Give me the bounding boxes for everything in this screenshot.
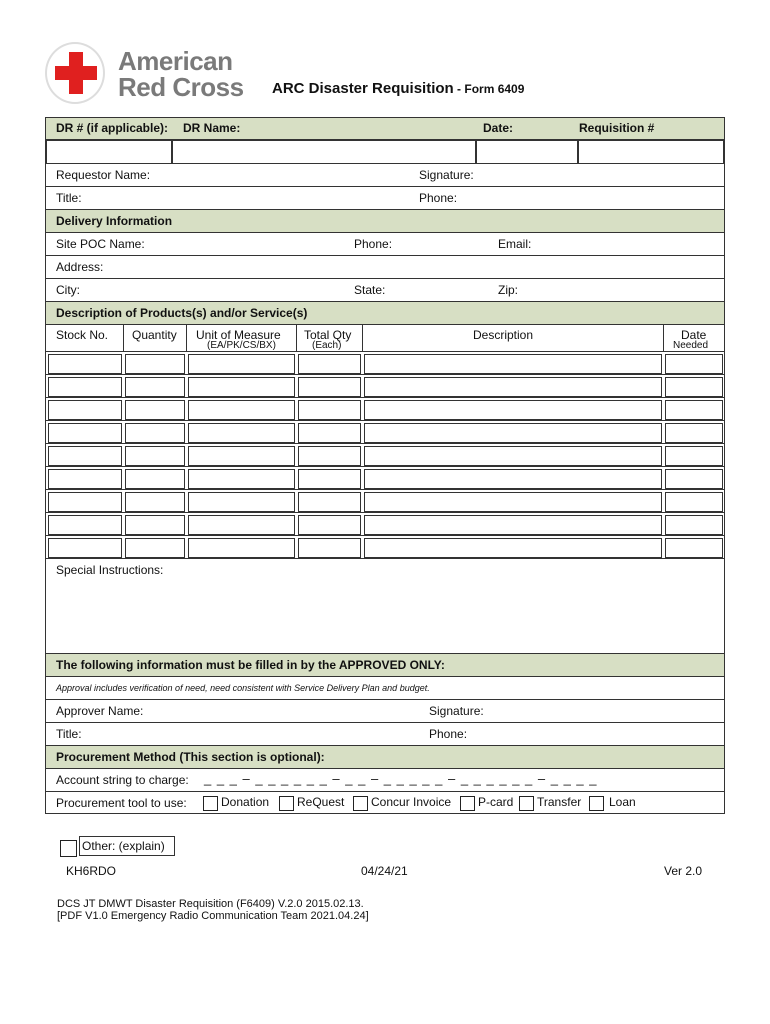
product-stock-no-field[interactable] bbox=[48, 354, 122, 374]
product-stock-no-field[interactable] bbox=[48, 469, 122, 489]
product-total-qty-field[interactable] bbox=[298, 515, 361, 535]
footer-date: 04/24/21 bbox=[361, 864, 408, 878]
products-heading-row bbox=[45, 301, 725, 324]
address-label: Address: bbox=[56, 260, 104, 274]
product-quantity-field[interactable] bbox=[125, 469, 185, 489]
other-checkbox[interactable] bbox=[60, 840, 77, 857]
requestor-name-label: Requestor Name: bbox=[56, 168, 151, 182]
footer-line1: DCS JT DMWT Disaster Requisition (F6409) V.2.0 2015.02.13. bbox=[57, 898, 364, 910]
transfer-label: Transfer bbox=[537, 795, 582, 809]
other-label: Other: (explain) bbox=[82, 839, 165, 853]
product-row bbox=[45, 420, 725, 443]
dr-number-field[interactable] bbox=[46, 140, 172, 164]
product-quantity-field[interactable] bbox=[125, 423, 185, 443]
product-total-qty-field[interactable] bbox=[298, 400, 361, 420]
product-quantity-field[interactable] bbox=[125, 492, 185, 512]
request-label: ReQuest bbox=[297, 795, 345, 809]
product-uom-field[interactable] bbox=[188, 469, 295, 489]
product-row bbox=[45, 397, 725, 420]
donation-checkbox[interactable] bbox=[203, 796, 218, 811]
approver-name-label: Approver Name: bbox=[56, 704, 144, 718]
product-date-needed-field[interactable] bbox=[665, 423, 723, 443]
approver-phone-label: Phone: bbox=[429, 727, 468, 741]
product-uom-field[interactable] bbox=[188, 538, 295, 558]
form-title-main: ARC Disaster Requisition bbox=[272, 80, 454, 97]
product-description-field[interactable] bbox=[364, 354, 662, 374]
product-uom-field[interactable] bbox=[188, 492, 295, 512]
product-date-needed-field[interactable] bbox=[665, 492, 723, 512]
procurement-tool-row bbox=[45, 791, 725, 814]
approver-title-label: Title: bbox=[56, 727, 82, 741]
form-title bbox=[272, 80, 524, 97]
col-date-sub: Needed bbox=[673, 340, 709, 351]
product-total-qty-field[interactable] bbox=[298, 469, 361, 489]
date-field[interactable] bbox=[476, 140, 578, 164]
product-stock-no-field[interactable] bbox=[48, 492, 122, 512]
product-description-field[interactable] bbox=[364, 377, 662, 397]
product-date-needed-field[interactable] bbox=[665, 515, 723, 535]
site-poc-label: Site POC Name: bbox=[56, 237, 145, 251]
loan-label: Loan bbox=[609, 795, 636, 809]
product-row bbox=[45, 351, 725, 374]
product-uom-field[interactable] bbox=[188, 354, 295, 374]
requestor-phone-label: Phone: bbox=[419, 191, 458, 205]
products-header-row bbox=[45, 324, 725, 351]
requestor-title-row[interactable] bbox=[45, 186, 725, 209]
product-description-field[interactable] bbox=[364, 400, 662, 420]
delivery-heading-row bbox=[45, 209, 725, 232]
approver-name-row[interactable] bbox=[45, 699, 725, 722]
city-label: City: bbox=[56, 283, 80, 297]
header-row bbox=[45, 117, 725, 139]
approval-note-row bbox=[45, 676, 725, 699]
footer-line2: [PDF V1.0 Emergency Radio Communication Team 2021.04.24] bbox=[57, 910, 369, 922]
col-uom-sub: (EA/PK/CS/BX) bbox=[207, 340, 276, 351]
product-uom-field[interactable] bbox=[188, 446, 295, 466]
zip-label: Zip: bbox=[498, 283, 519, 297]
product-quantity-field[interactable] bbox=[125, 354, 185, 374]
delivery-email-label: Email: bbox=[498, 237, 532, 251]
product-date-needed-field[interactable] bbox=[665, 354, 723, 374]
procurement-heading-row bbox=[45, 745, 725, 768]
requisition-label: Requisition # bbox=[579, 121, 655, 135]
product-uom-field[interactable] bbox=[188, 423, 295, 443]
product-date-needed-field[interactable] bbox=[665, 446, 723, 466]
procurement-heading: Procurement Method (This section is optional): bbox=[56, 750, 325, 764]
dr-number-label: DR # (if applicable): bbox=[56, 121, 169, 135]
form-title-suffix: - Form 6409 bbox=[453, 82, 525, 96]
header-input-row bbox=[45, 139, 725, 163]
product-description-field[interactable] bbox=[364, 423, 662, 443]
product-stock-no-field[interactable] bbox=[48, 423, 122, 443]
col-stock-no: Stock No. bbox=[56, 328, 109, 342]
product-quantity-field[interactable] bbox=[125, 400, 185, 420]
product-date-needed-field[interactable] bbox=[665, 400, 723, 420]
product-total-qty-field[interactable] bbox=[298, 492, 361, 512]
account-string-field[interactable]: _ _ _ – _ _ _ _ _ _ – _ _ – _ _ _ _ _ – _ _ _ _ _ _ – _ _ _ _ bbox=[204, 771, 598, 786]
product-stock-no-field[interactable] bbox=[48, 538, 122, 558]
logo-line1: American bbox=[118, 46, 233, 76]
pcard-checkbox[interactable] bbox=[460, 796, 475, 811]
requisition-form bbox=[45, 117, 725, 814]
approved-heading: The following information must be filled in by the APPROVED ONLY: bbox=[56, 658, 445, 672]
product-total-qty-field[interactable] bbox=[298, 538, 361, 558]
product-date-needed-field[interactable] bbox=[665, 538, 723, 558]
product-total-qty-field[interactable] bbox=[298, 354, 361, 374]
col-description: Description bbox=[473, 328, 534, 342]
requestor-name-row[interactable] bbox=[45, 163, 725, 186]
dr-name-label: DR Name: bbox=[183, 121, 241, 135]
other-explain-box[interactable] bbox=[79, 836, 175, 856]
pcard-label: P-card bbox=[478, 795, 514, 809]
product-date-needed-field[interactable] bbox=[665, 469, 723, 489]
special-instructions-label: Special Instructions: bbox=[56, 563, 164, 577]
product-description-field[interactable] bbox=[364, 492, 662, 512]
loan-checkbox[interactable] bbox=[589, 796, 604, 811]
product-stock-no-field[interactable] bbox=[48, 400, 122, 420]
product-date-needed-field[interactable] bbox=[665, 377, 723, 397]
concur-invoice-checkbox[interactable] bbox=[353, 796, 368, 811]
logo-line2: Red Cross bbox=[118, 72, 244, 102]
product-row bbox=[45, 489, 725, 512]
product-quantity-field[interactable] bbox=[125, 538, 185, 558]
product-stock-no-field[interactable] bbox=[48, 446, 122, 466]
product-row bbox=[45, 535, 725, 558]
approver-title-row[interactable] bbox=[45, 722, 725, 745]
product-quantity-field[interactable] bbox=[125, 446, 185, 466]
account-string-row[interactable] bbox=[45, 768, 725, 791]
date-label: Date: bbox=[483, 121, 514, 135]
dr-name-field[interactable] bbox=[172, 140, 476, 164]
product-row bbox=[45, 512, 725, 535]
product-uom-field[interactable] bbox=[188, 377, 295, 397]
special-instructions-field[interactable] bbox=[45, 558, 725, 653]
product-quantity-field[interactable] bbox=[125, 515, 185, 535]
requestor-title-label: Title: bbox=[56, 191, 82, 205]
product-rows bbox=[45, 351, 725, 558]
address-row[interactable] bbox=[45, 255, 725, 278]
requisition-field[interactable] bbox=[578, 140, 724, 164]
requestor-signature-label: Signature: bbox=[419, 168, 474, 182]
transfer-checkbox[interactable] bbox=[519, 796, 534, 811]
col-date: Date bbox=[681, 328, 707, 342]
products-heading: Description of Products(s) and/or Service(s) bbox=[56, 306, 308, 320]
product-uom-field[interactable] bbox=[188, 400, 295, 420]
product-description-field[interactable] bbox=[364, 446, 662, 466]
city-row[interactable] bbox=[45, 278, 725, 301]
concur-invoice-label: Concur Invoice bbox=[371, 795, 452, 809]
approval-note: Approval includes verification of need, need consistent with Service Delivery Plan and budget. bbox=[56, 683, 430, 693]
product-row bbox=[45, 466, 725, 489]
account-string-label: Account string to charge: bbox=[56, 773, 189, 787]
col-quantity: Quantity bbox=[132, 328, 177, 342]
footer-code: KH6RDO bbox=[66, 864, 117, 878]
product-total-qty-field[interactable] bbox=[298, 423, 361, 443]
donation-label: Donation bbox=[221, 795, 270, 809]
col-uom: Unit of Measure bbox=[196, 328, 281, 342]
product-description-field[interactable] bbox=[364, 515, 662, 535]
col-total-qty: Total Qty bbox=[304, 328, 352, 342]
product-quantity-field[interactable] bbox=[125, 377, 185, 397]
col-total-sub: (Each) bbox=[312, 340, 342, 351]
delivery-phone-label: Phone: bbox=[354, 237, 393, 251]
state-label: State: bbox=[354, 283, 386, 297]
approved-heading-row bbox=[45, 653, 725, 676]
footer-version: Ver 2.0 bbox=[664, 864, 703, 878]
product-total-qty-field[interactable] bbox=[298, 446, 361, 466]
product-row bbox=[45, 443, 725, 466]
product-total-qty-field[interactable] bbox=[298, 377, 361, 397]
site-poc-row[interactable] bbox=[45, 232, 725, 255]
request-checkbox[interactable] bbox=[279, 796, 294, 811]
red-cross-icon bbox=[55, 52, 97, 94]
approver-signature-label: Signature: bbox=[429, 704, 484, 718]
product-uom-field[interactable] bbox=[188, 515, 295, 535]
product-stock-no-field[interactable] bbox=[48, 377, 122, 397]
product-description-field[interactable] bbox=[364, 469, 662, 489]
product-stock-no-field[interactable] bbox=[48, 515, 122, 535]
procurement-tool-label: Procurement tool to use: bbox=[56, 796, 187, 810]
delivery-heading: Delivery Information bbox=[56, 214, 173, 228]
product-row bbox=[45, 374, 725, 397]
product-description-field[interactable] bbox=[364, 538, 662, 558]
